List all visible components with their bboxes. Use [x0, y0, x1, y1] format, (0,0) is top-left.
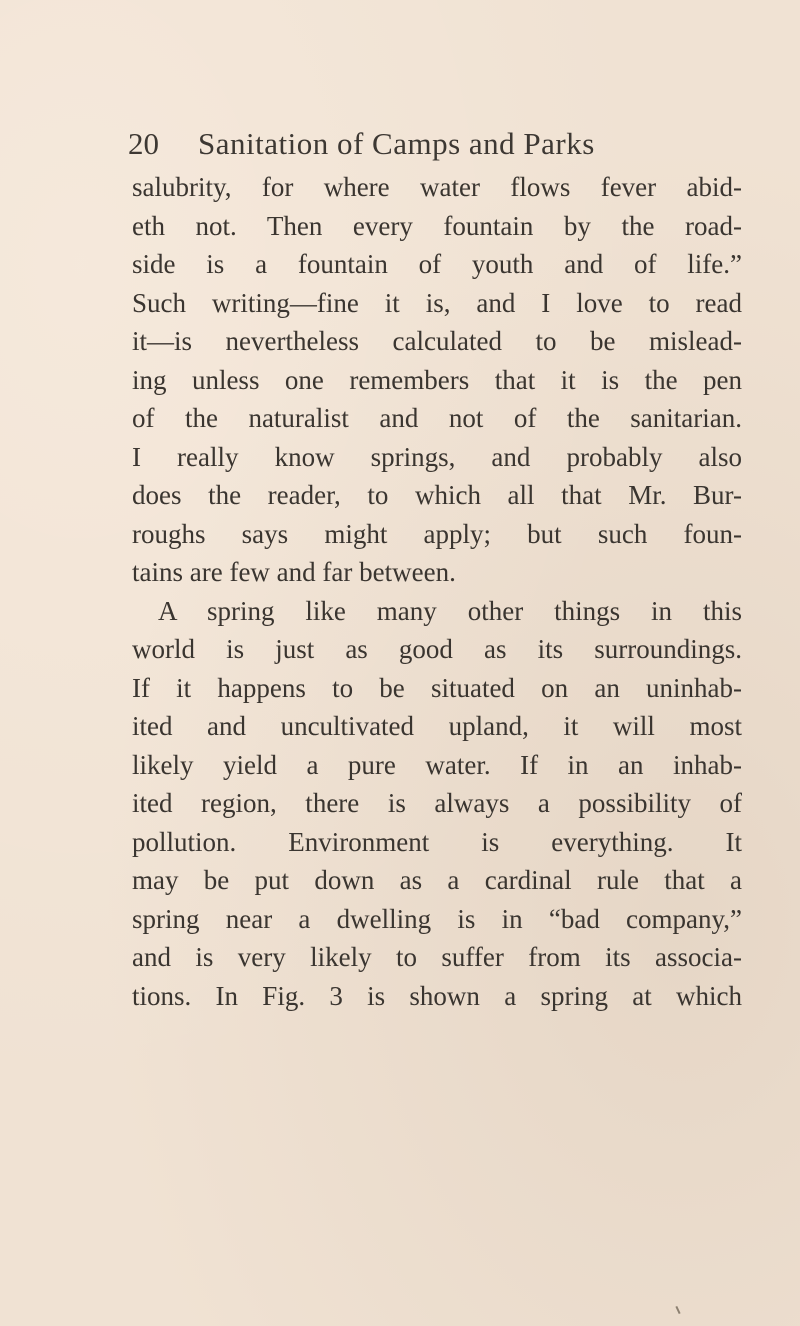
text-line: I really know springs, and probably also [132, 441, 742, 472]
text-line: ited region, there is always a possibility of [132, 788, 742, 818]
text-line: tains are few and far between. [132, 557, 456, 587]
text-line: of the naturalist and not of the sanitarian. [132, 403, 742, 433]
body-text [132, 168, 742, 1015]
text-line-paragraph-start: A spring like many other things in this [158, 595, 742, 626]
text-line: ited and uncultivated upland, it will most [132, 711, 742, 741]
text-line: and is very likely to suffer from its associa- [132, 942, 742, 972]
text-line: ing unless one remembers that it is the pen [132, 364, 742, 395]
text-line: it—is nevertheless calculated to be mislead- [132, 326, 742, 356]
text-line: pollution. Environment is everything. It [132, 826, 742, 857]
text-line: world is just as good as its surroundings. [132, 634, 742, 664]
text-line: likely yield a pure water. If in an inhab- [132, 749, 742, 780]
text-line: spring near a dwelling is in “bad company,” [132, 903, 742, 934]
text-line: roughs says might apply; but such foun- [132, 518, 742, 549]
page-number: 20 [128, 126, 159, 161]
text-line: may be put down as a cardinal rule that a [132, 865, 742, 895]
text-line: salubrity, for where water flows fever abid- [132, 172, 742, 202]
text-line: tions. In Fig. 3 is shown a spring at which [132, 980, 742, 1011]
text-line: eth not. Then every fountain by the road- [132, 210, 742, 241]
paper-speck [675, 1306, 680, 1314]
text-line: Such writing—fine it is, and I love to read [132, 287, 742, 318]
text-line: If it happens to be situated on an uninhab- [132, 672, 742, 703]
running-title: Sanitation of Camps and Parks [198, 126, 595, 161]
text-line: side is a fountain of youth and of life.” [132, 249, 742, 279]
text-line: does the reader, to which all that Mr. Bur- [132, 480, 742, 510]
